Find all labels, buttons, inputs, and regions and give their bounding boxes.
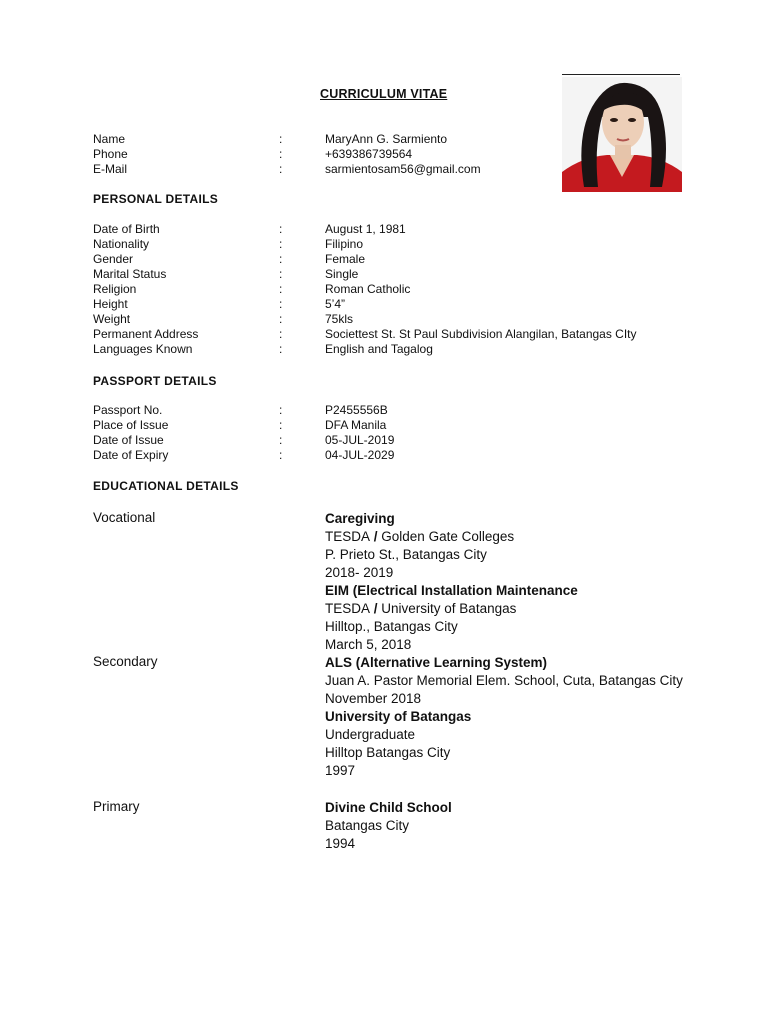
course-date: March 5, 2018 xyxy=(325,637,412,652)
field-label: Weight xyxy=(93,312,131,326)
field-value: Roman Catholic xyxy=(325,282,411,296)
vocational-label: Vocational xyxy=(93,510,156,525)
field-value: MaryAnn G. Sarmiento xyxy=(325,132,448,146)
als-date: November 2018 xyxy=(325,691,422,706)
field-value: English and Tagalog xyxy=(325,342,433,356)
field-value: 75kls xyxy=(325,312,354,326)
profile-photo xyxy=(562,77,682,192)
field-label: Height xyxy=(93,297,128,311)
primary-school-title: Divine Child School xyxy=(325,800,452,815)
field-separator: : xyxy=(279,252,283,266)
passport-details-heading: PASSPORT DETAILS xyxy=(93,374,217,388)
field-separator: : xyxy=(279,132,283,146)
educational-details-heading: EDUCATIONAL DETAILS xyxy=(93,479,239,493)
course-address: P. Prieto St., Batangas City xyxy=(325,547,487,562)
vocational-entries xyxy=(325,510,578,654)
field-separator: : xyxy=(279,297,283,311)
primary-entries xyxy=(325,799,452,853)
field-separator: : xyxy=(279,418,283,432)
field-separator: : xyxy=(279,162,283,176)
field-label: Nationality xyxy=(93,237,150,251)
field-value: 04-JUL-2029 xyxy=(325,448,395,462)
course-school xyxy=(325,600,578,618)
field-value: sarmientosam56@gmail.com xyxy=(325,162,481,176)
university-year: 1997 xyxy=(325,763,356,778)
field-value: Filipino xyxy=(325,237,364,251)
field-value: Female xyxy=(325,252,366,266)
field-label: E-Mail xyxy=(93,162,128,176)
field-value: P2455556B xyxy=(325,403,388,417)
secondary-entries xyxy=(325,654,683,780)
course-agency: TESDA xyxy=(325,529,371,544)
field-separator: : xyxy=(279,448,283,462)
personal-details-heading: PERSONAL DETAILS xyxy=(93,192,219,206)
slash-separator: / xyxy=(370,601,382,616)
field-separator: : xyxy=(279,147,283,161)
field-separator: : xyxy=(279,282,283,296)
field-label: Name xyxy=(93,132,126,146)
field-label: Gender xyxy=(93,252,134,266)
field-label: Date of Birth xyxy=(93,222,160,236)
cv-title: CURRICULUM VITAE xyxy=(320,87,448,101)
field-label: Phone xyxy=(93,147,128,161)
field-label: Religion xyxy=(93,282,137,296)
field-label: Permanent Address xyxy=(93,327,199,341)
field-separator: : xyxy=(279,267,283,281)
field-label: Marital Status xyxy=(93,267,167,281)
field-value: Societtest St. St Paul Subdivision Alangilan, Batangas CIty xyxy=(325,327,637,341)
field-label: Languages Known xyxy=(93,342,193,356)
field-separator: : xyxy=(279,312,283,326)
field-separator: : xyxy=(279,222,283,236)
field-value: +639386739564 xyxy=(325,147,413,161)
photo-top-rule xyxy=(562,74,680,75)
field-separator: : xyxy=(279,403,283,417)
course-title: Caregiving xyxy=(325,511,395,526)
field-separator: : xyxy=(279,433,283,447)
primary-school-year: 1994 xyxy=(325,836,356,851)
secondary-label: Secondary xyxy=(93,654,158,669)
field-value: Single xyxy=(325,267,359,281)
course-institution: University of Batangas xyxy=(381,601,517,616)
als-school: Juan A. Pastor Memorial Elem. School, Cuta, Batangas City xyxy=(325,673,683,688)
field-label: Date of Issue xyxy=(93,433,164,447)
university-address: Hilltop Batangas City xyxy=(325,745,451,760)
field-value: August 1, 1981 xyxy=(325,222,406,236)
course-address: Hilltop., Batangas City xyxy=(325,619,458,634)
field-value: 5’4” xyxy=(325,297,346,311)
university-status: Undergraduate xyxy=(325,727,416,742)
course-institution: Golden Gate Colleges xyxy=(381,529,515,544)
slash-separator: / xyxy=(370,529,382,544)
field-label: Place of Issue xyxy=(93,418,169,432)
field-label: Passport No. xyxy=(93,403,163,417)
primary-label: Primary xyxy=(93,799,140,814)
university-title: University of Batangas xyxy=(325,709,472,724)
course-title: EIM (Electrical Installation Maintenance xyxy=(325,583,578,598)
als-title: ALS (Alternative Learning System) xyxy=(325,655,548,670)
course-date: 2018- 2019 xyxy=(325,565,394,580)
course-school xyxy=(325,528,578,546)
field-separator: : xyxy=(279,342,283,356)
course-agency: TESDA xyxy=(325,601,371,616)
field-value: 05-JUL-2019 xyxy=(325,433,395,447)
field-label: Date of Expiry xyxy=(93,448,169,462)
field-separator: : xyxy=(279,327,283,341)
primary-school-city: Batangas City xyxy=(325,818,410,833)
field-value: DFA Manila xyxy=(325,418,387,432)
field-separator: : xyxy=(279,237,283,251)
